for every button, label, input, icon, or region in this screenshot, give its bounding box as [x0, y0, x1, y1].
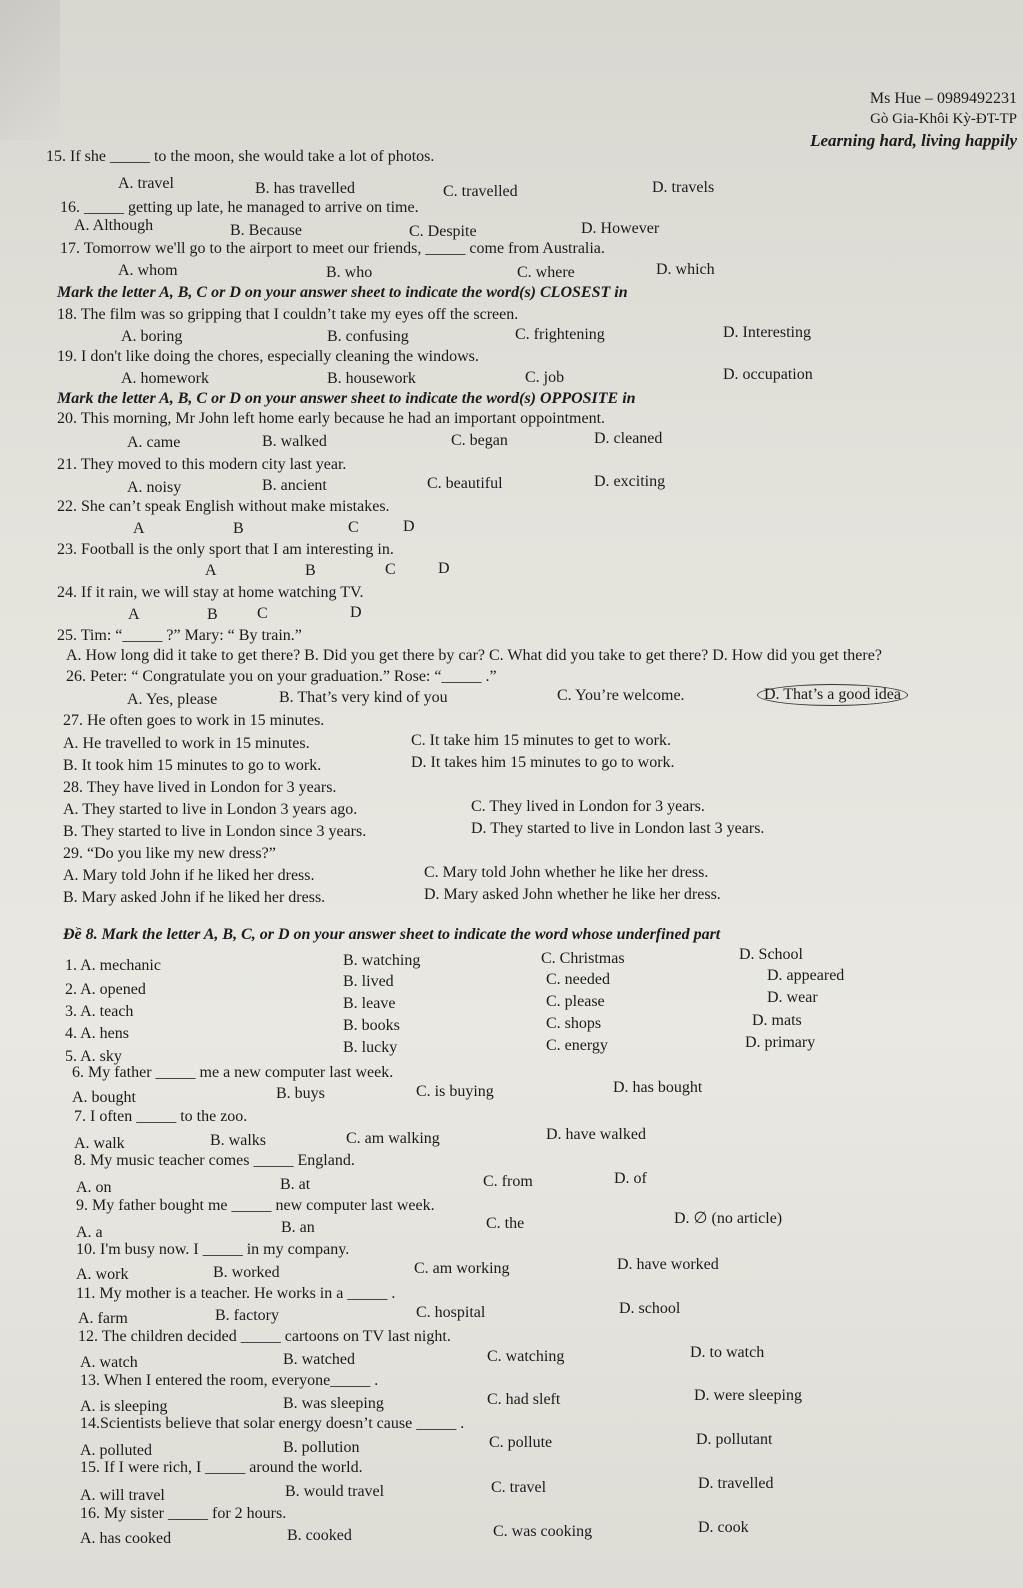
- answer-option: B. lucky: [343, 1039, 398, 1056]
- answer-option: B: [233, 520, 244, 537]
- answer-option: B. Mary asked John if he liked her dress.: [63, 889, 326, 906]
- answer-option: D. ∅ (no article): [674, 1210, 783, 1227]
- question-line: 14.Scientists believe that solar energy doesn’t cause _____ .: [80, 1415, 465, 1432]
- answer-option: D. has bought: [613, 1079, 703, 1096]
- question-line: 22. She can’t speak English without make mistakes.: [57, 498, 390, 515]
- answer-option: A. whom: [118, 262, 178, 279]
- contact-line: Ms Hue – 0989492231: [869, 90, 1017, 107]
- answer-option: A. bought: [72, 1089, 136, 1106]
- answer-option: C. please: [546, 993, 605, 1010]
- question-line: 13. When I entered the room, everyone_____ .: [80, 1372, 379, 1389]
- answer-option: A. a: [76, 1224, 103, 1241]
- answer-option: A: [128, 606, 140, 623]
- answer-option: A. homework: [121, 370, 209, 387]
- motto-line: Learning hard, living happily: [810, 131, 1017, 150]
- answer-option: B. an: [281, 1219, 315, 1236]
- answer-option: C. am walking: [346, 1130, 440, 1147]
- question-line: Đề 8. Mark the letter A, B, C, or D on your answer sheet to indicate the word whose underfined part: [63, 926, 721, 943]
- answer-option: A. walk: [74, 1135, 125, 1152]
- question-line: 25. Tim: “_____ ?” Mary: “ By train.”: [57, 627, 302, 644]
- answer-option: B. housework: [327, 370, 416, 387]
- answer-option: B: [305, 562, 316, 579]
- answer-option: A. How long did it take to get there? B. Did you get there by car? C. What did you take to get there? D. How did you get there?: [66, 647, 882, 664]
- answer-option: B. watching: [343, 952, 421, 969]
- answer-option: B. walks: [210, 1132, 266, 1149]
- answer-option: B. Because: [230, 222, 302, 239]
- answer-option: C. shops: [546, 1015, 602, 1032]
- answer-option: B. would travel: [285, 1483, 385, 1500]
- answer-option: C: [348, 519, 359, 536]
- answer-option: D. travels: [652, 179, 715, 196]
- answer-option: C. travel: [491, 1479, 547, 1496]
- answer-option: D: [438, 560, 450, 577]
- answer-option: D. have worked: [617, 1256, 719, 1273]
- answer-option: D. primary: [745, 1034, 816, 1051]
- question-line: 5. A. sky: [65, 1048, 122, 1065]
- answer-option: C: [257, 605, 268, 622]
- answer-option: A. He travelled to work in 15 minutes.: [63, 735, 310, 752]
- question-line: 4. A. hens: [65, 1025, 129, 1042]
- answer-option: D. pollutant: [696, 1431, 773, 1448]
- answer-option: B. watched: [283, 1351, 355, 1368]
- question-line: 15. If she _____ to the moon, she would take a lot of photos.: [46, 148, 435, 165]
- question-line: 27. He often goes to work in 15 minutes.: [63, 712, 325, 729]
- answer-option: C. They lived in London for 3 years.: [471, 798, 705, 815]
- question-line: 24. If it rain, we will stay at home watching TV.: [57, 584, 364, 601]
- answer-option: A. came: [127, 434, 181, 451]
- question-line: 7. I often _____ to the zoo.: [74, 1108, 248, 1125]
- answer-option: D. school: [619, 1300, 681, 1317]
- answer-option: D. were sleeping: [694, 1387, 802, 1404]
- question-line: 3. A. teach: [65, 1003, 134, 1020]
- school-line: Gò Gia-Khôi Kỳ-ĐT-TP: [870, 111, 1017, 127]
- answer-option: B. who: [326, 264, 373, 281]
- answer-option: D. School: [739, 946, 803, 963]
- answer-option: A. boring: [121, 328, 183, 345]
- answer-option: B. buys: [276, 1085, 325, 1102]
- answer-option: B. books: [343, 1017, 400, 1034]
- answer-option: C. watching: [487, 1348, 565, 1365]
- question-line: 11. My mother is a teacher. He works in a _____ .: [76, 1285, 396, 1302]
- question-line: 6. My father _____ me a new computer last week.: [72, 1064, 394, 1081]
- question-line: 2. A. opened: [65, 981, 146, 998]
- answer-option: C. had sleft: [487, 1391, 561, 1408]
- answer-option: C. beautiful: [427, 475, 503, 492]
- answer-option: B. It took him 15 minutes to go to work.: [63, 757, 322, 774]
- answer-option: B. factory: [215, 1307, 279, 1324]
- answer-option: A. Mary told John if he liked her dress.: [63, 867, 315, 884]
- answer-option: B. worked: [213, 1264, 280, 1281]
- answer-option: C. Mary told John whether he like her dress.: [424, 864, 709, 881]
- answer-option: A. Yes, please: [127, 691, 218, 708]
- answer-option: C. frightening: [515, 326, 605, 343]
- answer-option: A. work: [76, 1266, 129, 1283]
- answer-option: A. has cooked: [80, 1530, 172, 1547]
- question-line: Mark the letter A, B, C or D on your answer sheet to indicate the word(s) OPPOSITE in: [57, 390, 636, 407]
- page-corner-shadow: [0, 0, 60, 140]
- answer-option: D. mats: [752, 1012, 802, 1029]
- answer-option: A. farm: [78, 1310, 128, 1327]
- answer-option: A. polluted: [80, 1442, 152, 1459]
- answer-option: B. cooked: [287, 1527, 352, 1544]
- answer-option: D: [403, 518, 415, 535]
- answer-option: C. where: [517, 264, 575, 281]
- answer-option: D. occupation: [723, 366, 813, 383]
- question-line: 15. If I were rich, I _____ around the world.: [80, 1459, 363, 1476]
- answer-option: D: [350, 604, 362, 621]
- answer-option: C. began: [451, 432, 508, 449]
- answer-option: C. Christmas: [541, 950, 625, 967]
- question-line: 23. Football is the only sport that I am interesting in.: [57, 541, 394, 558]
- answer-option: C. hospital: [416, 1304, 486, 1321]
- answer-option: D. Mary asked John whether he like her dress.: [424, 886, 721, 903]
- question-line: 8. My music teacher comes _____ England.: [74, 1152, 355, 1169]
- answer-option: A. is sleeping: [80, 1398, 168, 1415]
- answer-option: C. You’re welcome.: [557, 687, 685, 704]
- answer-option: D. travelled: [698, 1475, 774, 1492]
- answer-option: A. on: [76, 1179, 112, 1196]
- answer-option: D. which: [656, 261, 715, 278]
- answer-option: A: [133, 520, 145, 537]
- question-line: 29. “Do you like my new dress?”: [63, 845, 276, 862]
- answer-option: A. noisy: [127, 479, 182, 496]
- answer-option: C. job: [525, 369, 565, 386]
- answer-option: B: [207, 606, 218, 623]
- answer-option: A. travel: [118, 175, 174, 192]
- answer-option: D. They started to live in London last 3 years.: [471, 820, 765, 837]
- question-line: 16. _____ getting up late, he managed to arrive on time.: [60, 199, 419, 216]
- answer-option: D. appeared: [767, 967, 845, 984]
- question-line: 17. Tomorrow we'll go to the airport to meet our friends, _____ come from Australia.: [60, 240, 605, 257]
- answer-option: B. confusing: [327, 328, 409, 345]
- answer-option: B. pollution: [283, 1439, 360, 1456]
- question-line: 9. My father bought me _____ new computer last week.: [76, 1197, 435, 1214]
- question-line: 21. They moved to this modern city last year.: [57, 456, 347, 473]
- question-line: 12. The children decided _____ cartoons on TV last night.: [78, 1328, 451, 1345]
- answer-option: B. was sleeping: [283, 1395, 384, 1412]
- question-line: 1. A. mechanic: [65, 957, 161, 974]
- answer-option: A. They started to live in London 3 years ago.: [63, 801, 358, 818]
- question-line: 18. The film was so gripping that I couldn’t take my eyes off the screen.: [57, 306, 519, 323]
- answer-option: B. leave: [343, 995, 396, 1012]
- answer-option: A: [205, 562, 217, 579]
- answer-option: C. needed: [546, 971, 610, 988]
- answer-option: B. lived: [343, 973, 394, 990]
- answer-option: C. It take him 15 minutes to get to work.: [411, 732, 671, 749]
- answer-option: D. Interesting: [723, 324, 811, 341]
- answer-option: B. They started to live in London since 3 years.: [63, 823, 367, 840]
- answer-option: B. walked: [262, 433, 327, 450]
- answer-option: C. was cooking: [493, 1523, 593, 1540]
- question-line: 28. They have lived in London for 3 years.: [63, 779, 337, 796]
- answer-option: C. Despite: [409, 223, 477, 240]
- answer-option: A. will travel: [80, 1487, 165, 1504]
- answer-option: A. watch: [80, 1354, 138, 1371]
- answer-option: C: [385, 561, 396, 578]
- answer-option: D. cleaned: [594, 430, 663, 447]
- answer-option: C. am working: [414, 1260, 510, 1277]
- question-line: 20. This morning, Mr John left home early because he had an important oppointment.: [57, 410, 606, 427]
- question-line: 10. I'm busy now. I _____ in my company.: [76, 1241, 350, 1258]
- question-line: 16. My sister _____ for 2 hours.: [80, 1505, 287, 1522]
- answer-option: C. from: [483, 1173, 533, 1190]
- answer-option: B. has travelled: [255, 180, 355, 197]
- question-line: 26. Peter: “ Congratulate you on your graduation.” Rose: “_____ .”: [66, 668, 497, 685]
- answer-option: C. is buying: [416, 1083, 494, 1100]
- answer-option: D. of: [614, 1170, 647, 1187]
- answer-option: C. the: [486, 1215, 525, 1232]
- question-line: Mark the letter A, B, C or D on your answer sheet to indicate the word(s) CLOSEST in: [57, 284, 628, 301]
- answer-option: D. cook: [698, 1519, 749, 1536]
- answer-option: D. exciting: [594, 473, 666, 490]
- answer-option: A. Although: [74, 217, 154, 234]
- answer-option: D. wear: [767, 989, 818, 1006]
- answer-option: C. pollute: [489, 1434, 553, 1451]
- answer-option: B. ancient: [262, 477, 327, 494]
- answer-option: D. That’s a good idea: [757, 684, 908, 706]
- answer-option: C. travelled: [443, 183, 518, 200]
- question-line: 19. I don't like doing the chores, especially cleaning the windows.: [57, 348, 479, 365]
- answer-option: D. However: [581, 220, 660, 237]
- answer-option: D. have walked: [546, 1126, 646, 1143]
- answer-option: C. energy: [546, 1037, 608, 1054]
- answer-option: B. That’s very kind of you: [279, 689, 448, 706]
- answer-option: B. at: [280, 1176, 311, 1193]
- answer-option: D. It takes him 15 minutes to go to work.: [411, 754, 675, 771]
- answer-option: D. to watch: [690, 1344, 765, 1361]
